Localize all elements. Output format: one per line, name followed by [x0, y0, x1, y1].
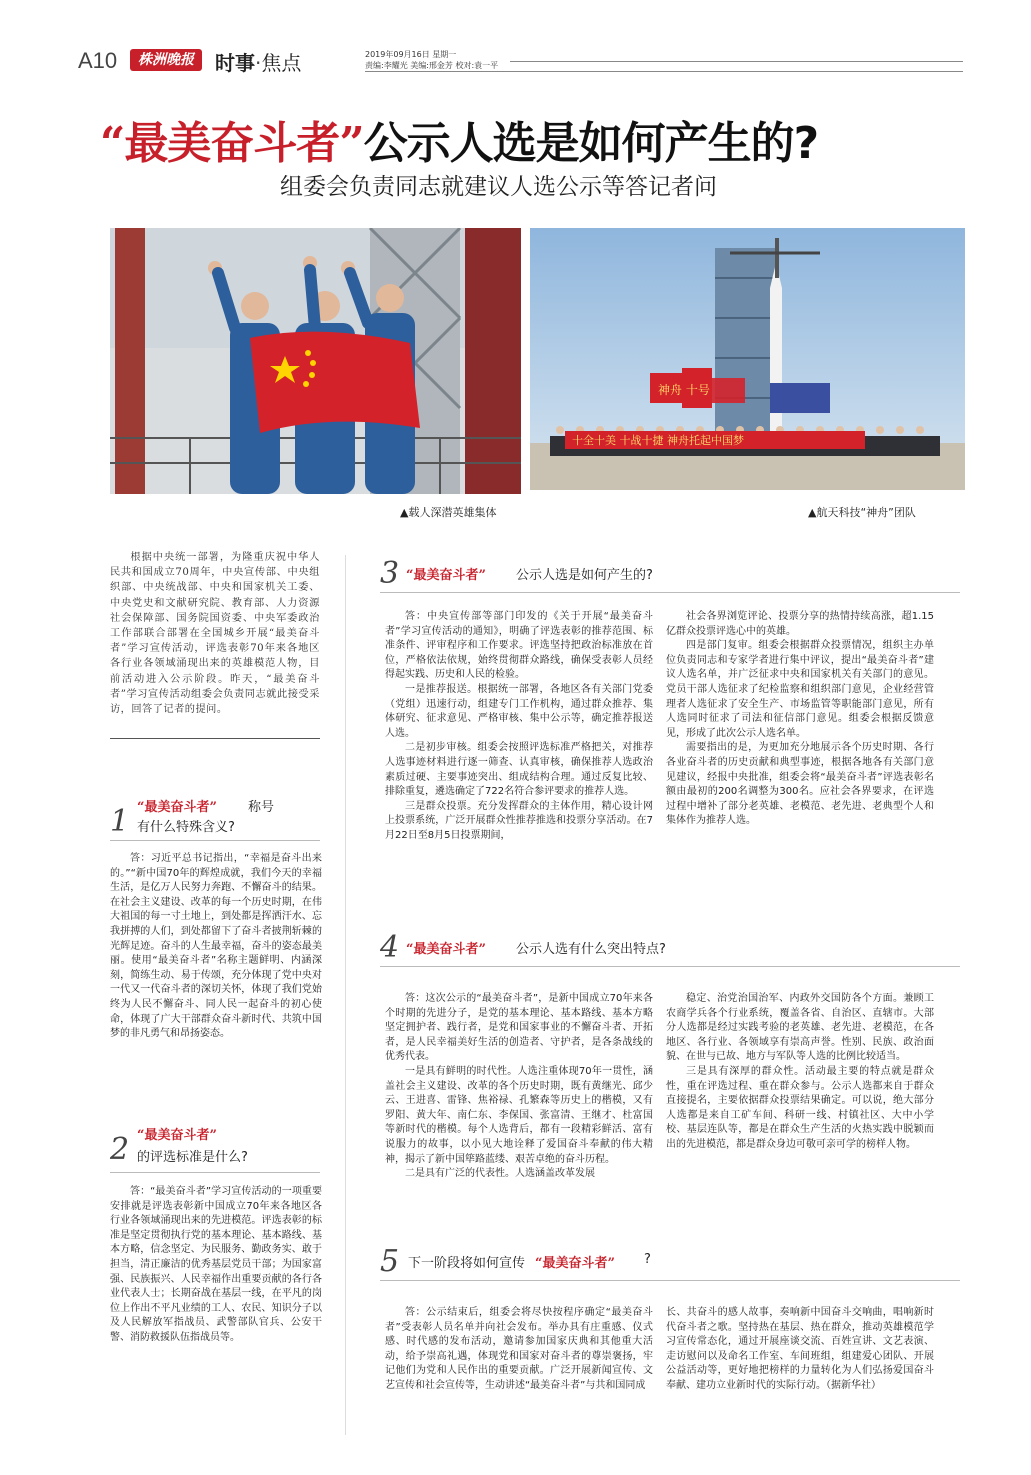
- section-5-highlight: “最美奋斗者”: [535, 1256, 615, 1271]
- column-divider: [345, 555, 346, 1435]
- section-1-number: 1: [110, 804, 130, 839]
- section-2-title-b: 的评选标准是什么?: [137, 1150, 248, 1165]
- caption-left: ▲载人深潜英雄集体: [400, 506, 497, 519]
- section-5-rule: [380, 1280, 960, 1281]
- intro-paragraph: 根据中央统一部署，为隆重庆祝中华人民共和国成立70周年，中央宣传部、中央组织部、中央统战部、中央和国家机关工委、中央党史和文献研究院、教育部、人力资源社会保障部、国务院国资委、中央军委政治工作部联合部署在全国城乡开展“最美奋斗者”学习宣传活动，评选表彰70年来各地区各行业各领域涌现出来的英雄模范人物，目前活动进入公示阶段。昨天，“最美奋斗者”学习宣传活动组委会负责同志就此接受采访，回答了记者的提问。: [110, 552, 320, 716]
- newspaper-logo: 株洲晚报: [130, 49, 202, 71]
- issue-date: 2019年09月16日 星期一: [365, 50, 457, 59]
- section-3-rule: [380, 592, 960, 593]
- photo-deep-sea-heroes: [110, 228, 521, 494]
- section-4-body-right: 稳定、治党治国治军、内政外交国防各个方面。兼顾工农商学兵各个行业系统，覆盖各省、自治区、直辖市。大部分人选都是经过实践考验的老英雄、老先进、老模范，在各地区、各行业、各领域享有崇高声誉。性别、民族、政治面貌、在世与已故、地方与军队等人选的比例比较适当。 三是具有深厚的群众性。活动最主要的特点就是群众性，重在评选过程、重在群众参与。公示人选都来自于群众直接提名，主要依据群众投票结果确定。可以说，绝大部分人选都是来自工矿车间、科研一线、村镇社区、大中小学校、基层连队等，都是在群众生产生活的火热实践中脱颖而出的先进模范，都是群众身边可敬可亲可学的榜样人物。: [666, 993, 934, 1150]
- right-flag-text: 神舟 十号: [658, 383, 710, 397]
- photo-shenzhou-team: [530, 228, 965, 490]
- caption-right: ▲航天科技“神舟”团队: [808, 506, 916, 519]
- section-5-number: 5: [380, 1244, 400, 1279]
- header-rule-top: [510, 61, 963, 62]
- section-1-highlight: “最美奋斗者”: [137, 800, 217, 815]
- section-5-body-right: 长、共奋斗的感人故事，奏响新中国奋斗交响曲，唱响新时代奋斗者之歌。坚持热在基层、热在群众，推动英雄模范学习宣传常态化，通过开展座谈交流、百姓宣讲、文艺表演、走访慰问以及命名工作室、车间班组，组建爱心团队、开展公益活动等，更好地把榜样的力量转化为人们弘扬爱国奋斗奉献、建功立业新时代的实际行动。（据新华社）: [666, 1307, 934, 1391]
- intro-rule: [110, 738, 320, 739]
- banner-text: 十全十美 十战十捷 神舟托起中国梦: [572, 434, 744, 447]
- section-4-header: [380, 930, 960, 965]
- headline: “最美奋斗者”公示人选是如何产生的?: [100, 118, 819, 169]
- section-5-body-left: 答：公示结束后，组委会将尽快按程序确定“最美奋斗者”受表彰人员名单并向社会发布。举办具有庄重感、仪式感、时代感的发布活动，邀请参加国家庆典和其他重大活动，给予崇高礼遇，体现党和国家对奋斗者的尊崇褒扬，牢记他们为党和人民作出的重要贡献。广泛开展新闻宣传、文艺宣传和社会宣传等，生动讲述“最美奋斗者”与共和国同成: [385, 1307, 653, 1391]
- section-2-number: 2: [110, 1132, 130, 1167]
- section-4-body-left: 答：这次公示的“最美奋斗者”，是新中国成立70年来各个时期的先进分子，是党的基本理论、基本路线、基本方略坚定拥护者、践行者，是党和国家事业的不懈奋斗者、开拓者，是人民幸福美好生活的创造者、守护者，是各条战线的优秀代表。 一是具有鲜明的时代性。人选注重体现70年一贯性，涵盖社会主义建设、改革的各个历史时期，既有黄继光、邱少云、王进喜、雷锋、焦裕禄、孔繁森等历史上的楷模，又有罗阳、黄大年、南仁东、李保国、张富清、王继才、杜富国等新时代的楷模。每个人选背后，都有一段精彩鲜活、富有说服力的故事，以小见大地诠释了爱国奋斗奉献的伟大精神，揭示了新中国筚路蓝缕、艰苦卓绝的奋斗历程。 二是具有广泛的代表性。人选涵盖改革发展: [385, 993, 653, 1180]
- section-5-title-post: ?: [644, 1252, 651, 1267]
- section-3-header: [380, 556, 960, 591]
- section-1-title-b: 有什么特殊含义?: [137, 820, 235, 835]
- section-4-highlight: “最美奋斗者”: [406, 942, 486, 957]
- section-2-rule: [110, 1172, 320, 1173]
- page-number: A10: [78, 48, 118, 73]
- section-1-body: 答：习近平总书记指出，“幸福是奋斗出来的。”“新中国70年的辉煌成就，我们今天的幸福生活，是亿万人民努力奔跑、不懈奋斗的结果。在社会主义建设、改革的每一个历史时期，在伟大祖国的每一寸土地上，到处都是挥洒汗水、忘我拼搏的人们，到处都留下了奋斗者披荆斩棘的光辉足迹。奋斗的人生最幸福，奋斗的姿态最美丽。使用“最美奋斗者”名称主题鲜明、内涵深刻，简练生动、易于传颂，充分体现了党中央对一代又一代奋斗者的深切关怀，体现了我们党始终为人民不懈奋斗、同人民一起奋斗的初心使命，体现了广大干部群众奋斗新时代、共筑中国梦的非凡勇气和昂扬姿态。: [110, 853, 322, 1040]
- section-3-number: 3: [380, 556, 400, 591]
- section-2-highlight: “最美奋斗者”: [137, 1128, 217, 1143]
- section-title: 时事·焦点: [215, 51, 302, 75]
- section-1-rule: [110, 840, 320, 841]
- section-1-title-a: 称号: [248, 800, 275, 815]
- section-3-body-left: 答：中央宣传部等部门印发的《关于开展“最美奋斗者”学习宣传活动的通知》，明确了评选表彰的推荐范围、标准条件、评审程序和工作要求。评选坚持把政治标准放在首位，严格依法依规，始终贯彻群众路线，确保受表彰人员经得起实践、历史和人民的检验。 一是推荐报送。根据统一部署，各地区各有关部门党委（党组）迅速行动，组建专门工作机构，通过群众推荐、集体研究、征求意见、严格审核、集中公示等，确定推荐报送人选。 二是初步审核。组委会按照评选标准严格把关，对推荐人选事迹材料进行逐一筛查、认真审核，确保推荐人选政治素质过硬、主要事迹突出、组成结构合理。通过反复比较、排除重复，遴选确定了722名符合参评要求的推荐人选。 三是群众投票。充分发挥群众的主体作用，精心设计网上投票系统，广泛开展群众性推荐推选和投票分享活动。在7月22日至8月5日投票期间，: [385, 611, 653, 841]
- header-rule: [365, 71, 963, 72]
- subheadline: 组委会负责同志就建议人选公示等答记者问: [280, 174, 717, 200]
- section-2-body: 答：“最美奋斗者”学习宣传活动的一项重要安排就是评选表彰新中国成立70年来各地区各行业各领域涌现出来的先进模范。评选表彰的标准是坚定贯彻执行党的基本理论、基本路线、基本方略，信念坚定、为民服务、勤政务实、敢于担当，清正廉洁的优秀基层党员干部；为国家富强、民族振兴、人民幸福作出重要贡献的各行各业代表人士；长期奋战在基层一线，在平凡的岗位上作出不平凡业绩的工人、农民、知识分子以及人民解放军指战员、武警部队官兵、公安干警、消防救援队伍指战员等。: [110, 1186, 322, 1343]
- section-5-header: [380, 1244, 960, 1279]
- section-3-title: 公示人选是如何产生的?: [516, 568, 653, 583]
- section-3-highlight: “最美奋斗者”: [406, 568, 486, 583]
- section-4-title: 公示人选有什么突出特点?: [516, 942, 666, 957]
- section-4-number: 4: [380, 930, 400, 965]
- section-5-title-pre: 下一阶段将如何宣传: [408, 1256, 526, 1271]
- editor-credits: 责编:李耀光 美编:邢金芳 校对:袁一平: [365, 61, 499, 70]
- section-4-rule: [380, 966, 960, 967]
- section-3-body-right: 社会各界浏览评论、投票分享的热情持续高涨，超1.15亿群众投票评选心中的英雄。 四是部门复审。组委会根据群众投票情况，组织主办单位负责同志和专家学者进行集中评议，提出“最美奋斗者”建议人选名单，并广泛征求中央和国家机关有关部门的意见。党员干部人选征求了纪检监察和组织部门意见，企业经营管理者人选征求了安全生产、市场监管等职能部门意见，所有人选同时征求了司法和征信部门意见。组委会根据反馈意见，形成了此次公示人选名单。 需要指出的是，为更加充分地展示各个历史时期、各行各业奋斗者的历史贡献和典型事迹，根据各地各有关部门意见建议，经报中央批准，组委会将“最美奋斗者”评选表彰名额由最初的200名调整为300名。应社会各界要求，在评选过程中增补了部分老英雄、老模范、老先进、老典型个人和集体作为推荐人选。: [666, 611, 934, 827]
